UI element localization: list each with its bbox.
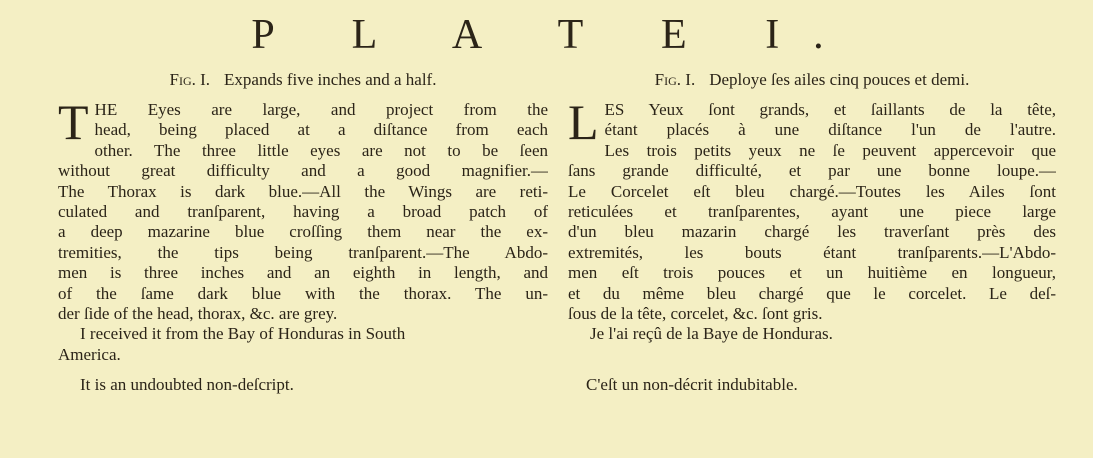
english-dropcap: T (58, 94, 89, 150)
french-description (568, 94, 1056, 324)
english-line: The Thorax is dark blue.—All the Wings are reti- (58, 181, 548, 201)
english-description (58, 94, 548, 324)
english-line: culated and tranſparent, having a broad patch of (58, 202, 548, 222)
french-line: et du même bleu chargé que le corcelet. Le deſ- (568, 283, 1056, 303)
french-line: étant placés à une diſtance l'un de l'autre. (604, 120, 1056, 140)
english-line: head, being placed at a diſtance from each (94, 120, 548, 140)
french-dropcap: L (568, 94, 599, 150)
english-provenance-line2: America. (58, 344, 121, 364)
english-provenance-line1: I received it from the Bay of Honduras in South (80, 324, 406, 344)
english-line: of the ſame dark blue with the thorax. The un- (58, 283, 548, 303)
french-remark: C'eſt un non-décrit indubitable. (586, 374, 798, 394)
french-line: reticulées et tranſparentes, ayant une piece large (568, 202, 1056, 222)
french-figure-heading (568, 68, 1056, 92)
french-provenance: Je l'ai reçû de la Baye de Honduras. (590, 324, 833, 344)
english-provenance (58, 324, 548, 365)
french-line: ſous de la tête, corcelet, &c. ſont gris. (568, 304, 823, 324)
plate-title: P L A T E I. (251, 12, 858, 58)
english-line: tremities, the tips being tranſparent.—The Abdo- (58, 242, 548, 262)
french-line: ES Yeux ſont grands, et ſaillants de la tête, (604, 100, 1056, 119)
french-line: Les trois petits yeux ne ſe peuvent appercevoir que (604, 140, 1056, 160)
english-line: without great difficulty and a good magnifier.— (58, 161, 548, 181)
english-remark: It is an undoubted non-deſcript. (80, 375, 294, 395)
english-fig-label: Fig. I. (169, 70, 211, 89)
french-column (568, 68, 1056, 395)
french-line: extremités, les bouts étant tranſparents.—L'Abdo- (568, 242, 1056, 262)
french-line: Le Corcelet eſt bleu chargé.—Toutes les Ailes ſont (568, 181, 1056, 201)
english-line: der ſide of the head, thorax, &c. are grey. (58, 304, 338, 324)
english-column (58, 68, 548, 396)
english-line: other. The three little eyes are not to be ſeen (94, 140, 548, 160)
english-line: men is three inches and an eighth in length, and (58, 263, 548, 283)
english-fig-caption: Expands five inches and a half. (224, 70, 437, 89)
french-line: d'un bleu mazarin chargé les traverſant près des (568, 222, 1056, 242)
french-line: ſans grande difficulté, et par une bonne loupe.— (568, 161, 1056, 181)
english-line: HE Eyes are large, and project from the (94, 100, 548, 119)
french-fig-caption: Deploye ſes ailes cinq pouces et demi. (709, 70, 970, 89)
french-line: men eſt trois pouces et un huitième en longueur, (568, 263, 1056, 283)
french-fig-label: Fig. I. (654, 70, 696, 89)
english-line: a deep mazarine blue croſſing them near the ex- (58, 222, 548, 242)
english-figure-heading (58, 68, 548, 92)
